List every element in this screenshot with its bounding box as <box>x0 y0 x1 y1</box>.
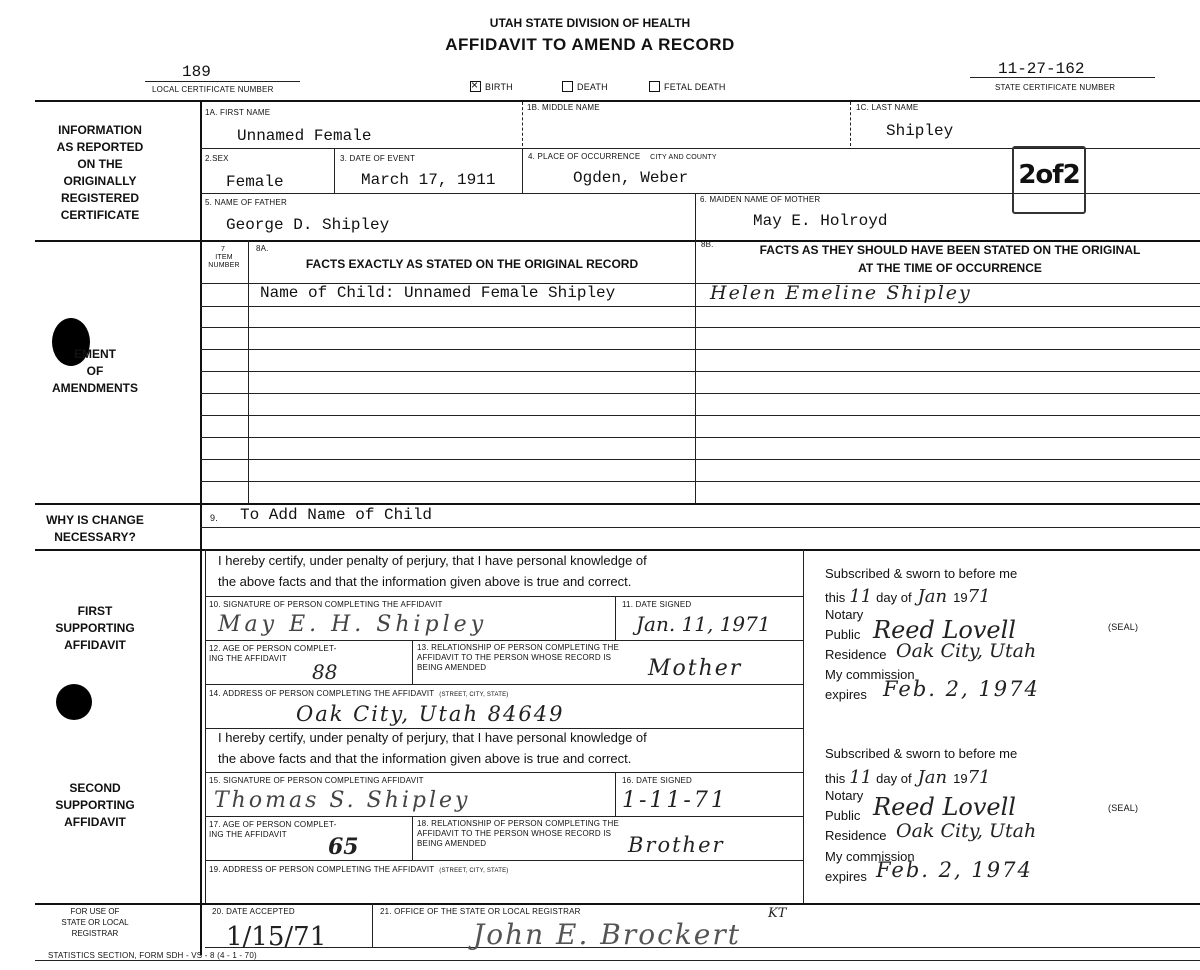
father-name-value: George D. Shipley <box>226 216 390 234</box>
why-change-text: To Add Name of Child <box>240 506 433 524</box>
first-residence-label: Residence <box>825 647 887 662</box>
second-relationship: Brother <box>628 833 725 857</box>
second-signature: Thomas S. Shipley <box>214 788 471 813</box>
second-commission-label: My commission <box>825 849 915 864</box>
local-certificate-label: LOCAL CERTIFICATE NUMBER <box>152 85 274 94</box>
second-expires-label: expires <box>825 869 867 884</box>
original-info-section-label: INFORMATION AS REPORTED ON THE ORIGINALLY REGISTERED CERTIFICATE <box>56 123 144 222</box>
first-expires-label: expires <box>825 687 867 702</box>
why-change-section-label: WHY IS CHANGE NECESSARY? <box>46 513 144 544</box>
first-age-label: 12. AGE OF PERSON COMPLET- ING THE AFFIDAVIT <box>209 644 337 663</box>
original-facts-col-number: 8A. <box>256 244 269 253</box>
item-number-col-number: 7 <box>221 246 226 253</box>
second-seal-label: (SEAL) <box>1108 803 1139 813</box>
first-affidavit-statement-line-2: the above facts and that the information given above is true and correct. <box>218 574 632 589</box>
first-residence-value: Oak City, Utah <box>896 640 1037 662</box>
first-age: 88 <box>312 660 338 684</box>
why-change-number: 9. <box>210 513 218 523</box>
first-commission-label: My commission <box>825 667 915 682</box>
agency-name: UTAH STATE DIVISION OF HEALTH <box>489 16 691 30</box>
amendments-section-label: EMENT OF AMENDMENTS <box>52 347 138 395</box>
last-name-value: Shipley <box>886 122 954 140</box>
state-certificate-label: STATE CERTIFICATE NUMBER <box>995 83 1116 92</box>
second-affidavit-section-label: SECOND SUPPORTING AFFIDAVIT <box>55 781 135 829</box>
first-relationship-label: 13. RELATIONSHIP OF PERSON COMPLETING THE AFFIDAVIT TO THE PERSON WHOSE RECORD IS BEING AMENDED <box>417 643 620 672</box>
local-certificate-number: 189 <box>182 63 211 81</box>
type-death-checkbox[interactable]: DEATH <box>562 82 608 93</box>
first-expires-value: Feb. 2, 1974 <box>883 677 1040 701</box>
corrected-facts-col-header: FACTS AS THEY SHOULD HAVE BEEN STATED ON THE ORIGINAL AT THE TIME OF OCCURRENCE <box>759 243 1141 275</box>
type-fetal-death-checkbox[interactable]: FETAL DEATH <box>649 82 726 93</box>
date-accepted-label: 20. DATE ACCEPTED <box>212 907 295 916</box>
first-address-label: 14. ADDRESS OF PERSON COMPLETING THE AFFIDAVIT (STREET, CITY, STATE) <box>209 689 509 698</box>
second-relationship-label: 18. RELATIONSHIP OF PERSON COMPLETING THE AFFIDAVIT TO THE PERSON WHOSE RECORD IS BEING AMENDED <box>417 819 620 848</box>
first-signature: May E. H. Shipley <box>218 612 488 637</box>
second-age: 65 <box>328 834 359 860</box>
amendment-row-1-original: Name of Child: Unnamed Female Shipley <box>260 284 616 302</box>
first-sworn-line-2: this 11 day of Jan 1971 <box>825 586 991 607</box>
father-name-label: 5. NAME OF FATHER <box>205 198 287 207</box>
first-date-signed: Jan. 11, 1971 <box>636 612 771 636</box>
first-seal-label: (SEAL) <box>1108 622 1139 632</box>
second-sworn-line-1: Subscribed & sworn to before me <box>825 746 1018 761</box>
page-title: AFFIDAVIT TO AMEND A RECORD <box>445 35 735 54</box>
page-count-stamp: 2of2 <box>1012 146 1086 214</box>
first-relationship: Mother <box>648 656 743 681</box>
first-sworn-line-1: Subscribed & sworn to before me <box>825 566 1018 581</box>
second-public-label: Public <box>825 808 861 823</box>
first-date-signed-label: 11. DATE SIGNED <box>622 600 692 609</box>
second-date-signed: 1-11-71 <box>622 788 728 813</box>
second-residence-value: Oak City, Utah <box>896 820 1037 842</box>
registrar-section-label: FOR USE OF STATE OR LOCAL REGISTRAR <box>61 907 129 938</box>
registrar-initials: KT <box>768 906 787 921</box>
first-signature-label: 10. SIGNATURE OF PERSON COMPLETING THE AFFIDAVIT <box>209 600 443 609</box>
second-signature-label: 15. SIGNATURE OF PERSON COMPLETING AFFIDAVIT <box>209 776 424 785</box>
second-affidavit-statement-line-2: the above facts and that the information given above is true and correct. <box>218 751 632 766</box>
state-certificate-number: 11-27-162 <box>998 60 1085 78</box>
first-address: Oak City, Utah 84649 <box>296 702 565 726</box>
second-affidavit-statement-line-1: I hereby certify, under penalty of perjury, that I have personal knowledge of <box>218 730 647 745</box>
date-accepted-value: 1/15/71 <box>226 922 327 952</box>
second-expires-value: Feb. 2, 1974 <box>876 858 1033 882</box>
second-date-signed-label: 16. DATE SIGNED <box>622 776 692 785</box>
second-notary-name: Reed Lovell <box>873 793 1016 821</box>
first-name-label: 1A. FIRST NAME <box>205 108 271 117</box>
second-sworn-line-2: this 11 day of Jan 1971 <box>825 767 991 788</box>
second-age-label: 17. AGE OF PERSON COMPLET- ING THE AFFIDAVIT <box>209 820 337 839</box>
first-affidavit-statement-line-1: I hereby certify, under penalty of perjury, that I have personal knowledge of <box>218 553 647 568</box>
form-footer: STATISTICS SECTION, FORM SDH - VS - 8 (4 - 1 - 70) <box>48 951 257 960</box>
second-notary-label: Notary <box>825 788 864 803</box>
registrar-office-label: 21. OFFICE OF THE STATE OR LOCAL REGISTRAR <box>380 907 581 916</box>
second-residence-label: Residence <box>825 828 887 843</box>
first-notary-name: Reed Lovell <box>873 616 1016 644</box>
place-label: 4. PLACE OF OCCURRENCE CITY AND COUNTY <box>528 152 717 161</box>
first-public-label: Public <box>825 627 861 642</box>
original-facts-col-header: FACTS EXACTLY AS STATED ON THE ORIGINAL RECORD <box>305 257 639 271</box>
registrar-signature: John E. Brockert <box>473 918 741 951</box>
second-address-label: 19. ADDRESS OF PERSON COMPLETING THE AFFIDAVIT (STREET, CITY, STATE) <box>209 865 509 874</box>
mother-maiden-name-label: 6. MAIDEN NAME OF MOTHER <box>700 195 821 204</box>
sex-label: 2.SEX <box>205 154 229 163</box>
date-of-event-value: March 17, 1911 <box>361 171 496 189</box>
type-birth-checkbox[interactable]: ×BIRTH <box>470 82 513 93</box>
sex-value: Female <box>226 173 284 191</box>
first-notary-label: Notary <box>825 607 864 622</box>
first-name-value: Unnamed Female <box>237 127 372 145</box>
first-affidavit-section-label: FIRST SUPPORTING AFFIDAVIT <box>55 604 135 652</box>
place-value: Ogden, Weber <box>573 169 689 187</box>
date-of-event-label: 3. DATE OF EVENT <box>340 154 416 163</box>
last-name-label: 1C. LAST NAME <box>856 103 919 112</box>
corrected-facts-col-number: 8B. <box>701 240 714 249</box>
punch-hole-bottom <box>56 684 92 720</box>
middle-name-label: 1B. MIDDLE NAME <box>527 103 600 112</box>
mother-maiden-name-value: May E. Holroyd <box>753 212 888 230</box>
amendment-row-1-corrected: Helen Emeline Shipley <box>710 282 972 304</box>
item-number-col-label: ITEM NUMBER <box>208 254 240 269</box>
